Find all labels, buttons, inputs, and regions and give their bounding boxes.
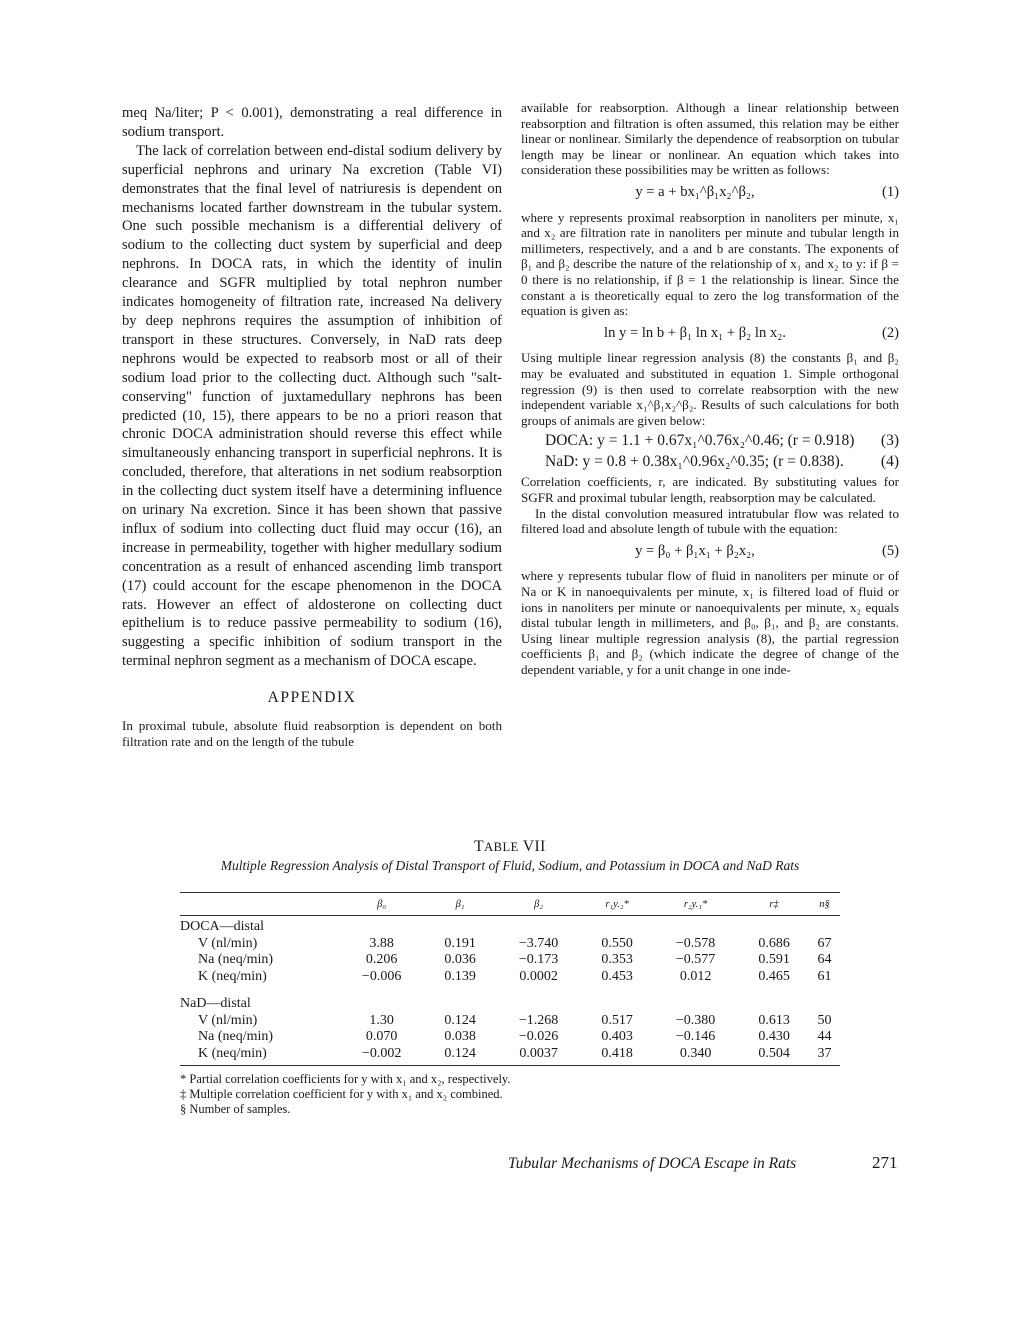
group-label: DOCA—distal: [180, 919, 264, 934]
row-label: Na (neq/min): [198, 1029, 274, 1044]
group-label: NaD—distal: [180, 996, 251, 1011]
header-r: r‡: [739, 893, 809, 916]
right-paragraph-2: where y represents proximal reabsorption in nanoliters per minute, x₁ and x₂ are filtration rate in nanoliters per minute and tubular length in millimeters, respectively, and a and b are constants. The exponents of β₁ and β₂ describe the nature of the relationship of x₁ and x₂ to y: if β = 0 there is no relationship, if β = 1 the relationship is linear. Since the constant a is theoretically equal to zero the log transformation of the equation is given as:: [521, 209, 899, 319]
table-row: [180, 1029, 840, 1046]
table-cell: −0.578: [675, 935, 716, 951]
table-cell: 50: [817, 1012, 832, 1028]
table-title-suffix: VII: [518, 838, 546, 855]
table-cell: −1.268: [518, 1012, 559, 1028]
equation-3-number: (3): [880, 432, 899, 450]
equation-1: [521, 185, 899, 201]
equation-2: [521, 326, 899, 342]
table-cell: 0.124: [425, 1046, 495, 1066]
table-cell: 0.0002: [519, 968, 558, 984]
table-cell: 0.517: [601, 1012, 633, 1028]
appendix-heading: APPENDIX: [267, 689, 357, 707]
footnote-partial-correlation: * Partial correlation coefficients for y with x₁ and x₂, respectively.: [180, 1072, 511, 1086]
row-label: V (nl/min): [198, 1012, 258, 1028]
equation-5-number: (5): [881, 542, 899, 559]
table-cell: −0.173: [518, 952, 559, 967]
right-paragraph-4: Correlation coefficients, r, are indicated. By substituting values for SGFR and proximal tubular length, reabsorption may be calculated.: [521, 474, 899, 506]
table-caption: Multiple Regression Analysis of Distal Transport of Fluid, Sodium, and Potassium in DOCA and NaD Rats: [220, 858, 800, 873]
table-cell: 64: [817, 952, 832, 967]
table-cell: 0.038: [444, 1029, 476, 1044]
equation-3: [521, 433, 899, 449]
table-cell: 0.191: [444, 935, 476, 951]
table-cell: 61: [817, 968, 832, 984]
table-cell: −0.026: [518, 1029, 559, 1044]
row-label: Na (neq/min): [198, 952, 274, 967]
equation-4: [521, 454, 899, 470]
table-cell: 3.88: [369, 935, 394, 951]
table-title: [180, 838, 840, 856]
equation-5: [521, 544, 899, 560]
table-cell: 0.206: [365, 952, 398, 967]
table-cell: 44: [817, 1029, 832, 1044]
table-row: [180, 1013, 840, 1030]
table-cell: 1.30: [369, 1012, 394, 1028]
header-label-cell: [180, 893, 338, 916]
table-cell: 0.613: [758, 1012, 790, 1028]
footnote-multiple-correlation: ‡ Multiple correlation coefficient for y with x₁ and x₂ combined.: [180, 1087, 503, 1101]
appendix-paragraph: In proximal tubule, absolute fluid reabsorption is dependent on both filtration rate and on the length of the tubule: [122, 718, 502, 749]
table-title-prefix: T: [474, 838, 485, 855]
row-label: V (nl/min): [198, 935, 258, 951]
table-cell: 0.340: [652, 1046, 739, 1066]
table-cell: 0.0037: [495, 1046, 582, 1066]
group-row-nad: [180, 993, 840, 1013]
table-cell: 0.453: [601, 968, 633, 984]
header-n: n§: [809, 893, 840, 916]
equation-4-body: NaD: y = 0.8 + 0.38x₁^0.96x₂^0.35; (r = 0.838).: [545, 452, 844, 470]
table-row: [180, 969, 840, 986]
table-cell: 0.012: [679, 968, 712, 984]
equation-2-body: ln y = ln b + β₁ ln x₁ + β₂ ln x₂.: [604, 324, 786, 341]
table-cell: 0.591: [758, 952, 790, 967]
table-row: [180, 952, 840, 969]
right-paragraph-5: In the distal convolution measured intratubular flow was related to filtered load and absolute length of tubule with the equation:: [521, 505, 899, 537]
table-cell: −0.577: [675, 952, 716, 967]
table-header-row: [180, 893, 840, 916]
table-cell: −0.002: [338, 1046, 425, 1066]
left-paragraph-1: meq Na/liter; P < 0.001), demonstrating a real difference in sodium transport.: [122, 105, 502, 140]
row-label: K (neq/min): [180, 1046, 338, 1066]
table-cell: 0.353: [601, 952, 633, 967]
table-cell: 67: [817, 935, 832, 951]
right-paragraph-1: available for reabsorption. Although a linear relationship between reabsorption and filtration is often assumed, this relation may be either linear or nonlinear. Similarly the dependence of reabsorption on tubular length may be linear or nonlinear. An equation which takes into consideration these possibilities may be written as follows:: [521, 100, 899, 178]
table-cell: −0.146: [675, 1029, 716, 1044]
footnote-sample-count: § Number of samples.: [180, 1102, 291, 1116]
table-footnotes: [180, 1072, 840, 1117]
table-cell: −0.380: [675, 1012, 716, 1028]
table-row: [180, 1046, 840, 1066]
equation-1-number: (1): [881, 183, 899, 200]
table-row: [180, 936, 840, 953]
equation-1-body: y = a + bx₁^β₁x₂^β₂,: [635, 183, 755, 200]
running-head: Tubular Mechanisms of DOCA Escape in Rats: [508, 1155, 797, 1172]
equation-4-number: (4): [880, 452, 899, 470]
right-paragraph-3: Using multiple linear regression analysis (8) the constants β₁ and β₂ may be evaluated and substituted in equation 1. Simple orthogonal regression (9) is then used to correlate reabsorption with the new independent variable x₁^β₁x₂^β₂. Results of such calculations for both groups of animals are given below:: [521, 350, 899, 428]
equation-3-body: DOCA: y = 1.1 + 0.67x₁^0.76x₂^0.46; (r = 0.918): [545, 432, 855, 450]
table-cell: 37: [809, 1046, 840, 1066]
left-column: [122, 104, 502, 749]
table-cell: 0.465: [758, 968, 790, 984]
table-cell: 0.686: [758, 935, 790, 951]
header-beta2: β₂: [495, 893, 582, 916]
table-cell: −0.006: [361, 968, 402, 984]
right-paragraph-6: where y represents tubular flow of fluid in nanoliters per minute or of Na or K in nanoequivalents per minute, x₁ is filtered load of fluid or ions in nanoliters per minute or nanoequivalents per minute, x₂ equals distal tubular length in millimeters, and β₀, β₁, and β₂ are constants. Using linear multiple regression analysis (8), the partial regression coefficients β₁ and β₂ (which indicate the degree of change of the dependent variable, y for a unit change in one inde-: [521, 568, 899, 677]
table-cell: 0.418: [582, 1046, 652, 1066]
table-title-smallcaps: ABLE: [484, 840, 519, 854]
table-cell: 0.504: [739, 1046, 809, 1066]
equation-2-number: (2): [881, 324, 899, 341]
header-beta0: β₀: [338, 893, 425, 916]
table-cell: 0.036: [444, 952, 476, 967]
page-number: 271: [872, 1153, 898, 1172]
equation-5-body: y = β₀ + β₁x₁ + β₂x₂,: [635, 542, 755, 559]
table-cell: 0.139: [444, 968, 476, 984]
table-cell: −3.740: [518, 935, 559, 951]
row-label: K (neq/min): [198, 968, 267, 984]
table-vii: [180, 838, 840, 1117]
header-r2y1: r₂y.₁*: [652, 893, 739, 916]
header-r1y2: r₁y.₂*: [582, 893, 652, 916]
right-column: [521, 100, 899, 678]
header-beta1: β₁: [425, 893, 495, 916]
left-paragraph-2: The lack of correlation between end-distal sodium delivery by superficial nephrons and urinary Na excretion (Table VI) demonstrates that the final level of natriuresis is dependent on mechanisms located farther downstream in the tubular system. One such possible mechanism is a differential delivery of sodium to the collecting duct system by superficial and deep nephrons. In DOCA rats, in which the identity of inulin clearance and SGFR multiplied by total nephron number indicates homogeneity of filtration rate, increased Na delivery by deep nephrons requires the assumption of inhibition of transport in these structures. Conversely, in NaD rats deep nephrons would be expected to reabsorb most or all of their sodium load prior to the collecting duct. Although such "salt-conserving" function of juxtamedullary nephrons has been predicted (10, 15), there appears to be no a priori reason that chronic DOCA administration should reverse this effect while simultaneously enhancing transport in superficial nephrons. It is concluded, therefore, that alterations in net sodium reabsorption in the collecting duct system itself have a determining influence on urinary Na excretion. Since it has been shown that passive influx of sodium into collecting duct fluid may occur (16), an increase in permeability, together with higher medullary sodium concentration as a result of enhanced ascending limb transport (17) could account for the escape phenomenon in the DOCA rats. However an effect of aldosterone on collecting duct epithelium is to reduce passive permeability to sodium (16), suggesting a specific inhibition of sodium transport in the terminal nephron segment as a mechanism of DOCA escape.: [122, 142, 502, 670]
group-row-doca: [180, 916, 840, 936]
table-cell: 0.124: [444, 1012, 476, 1028]
table-cell: 0.550: [601, 935, 633, 951]
table-spacer: [180, 985, 840, 993]
table-cell: 0.430: [758, 1029, 790, 1044]
table-cell: 0.070: [365, 1029, 398, 1044]
regression-table: [180, 892, 840, 1066]
table-cell: 0.403: [601, 1029, 633, 1044]
